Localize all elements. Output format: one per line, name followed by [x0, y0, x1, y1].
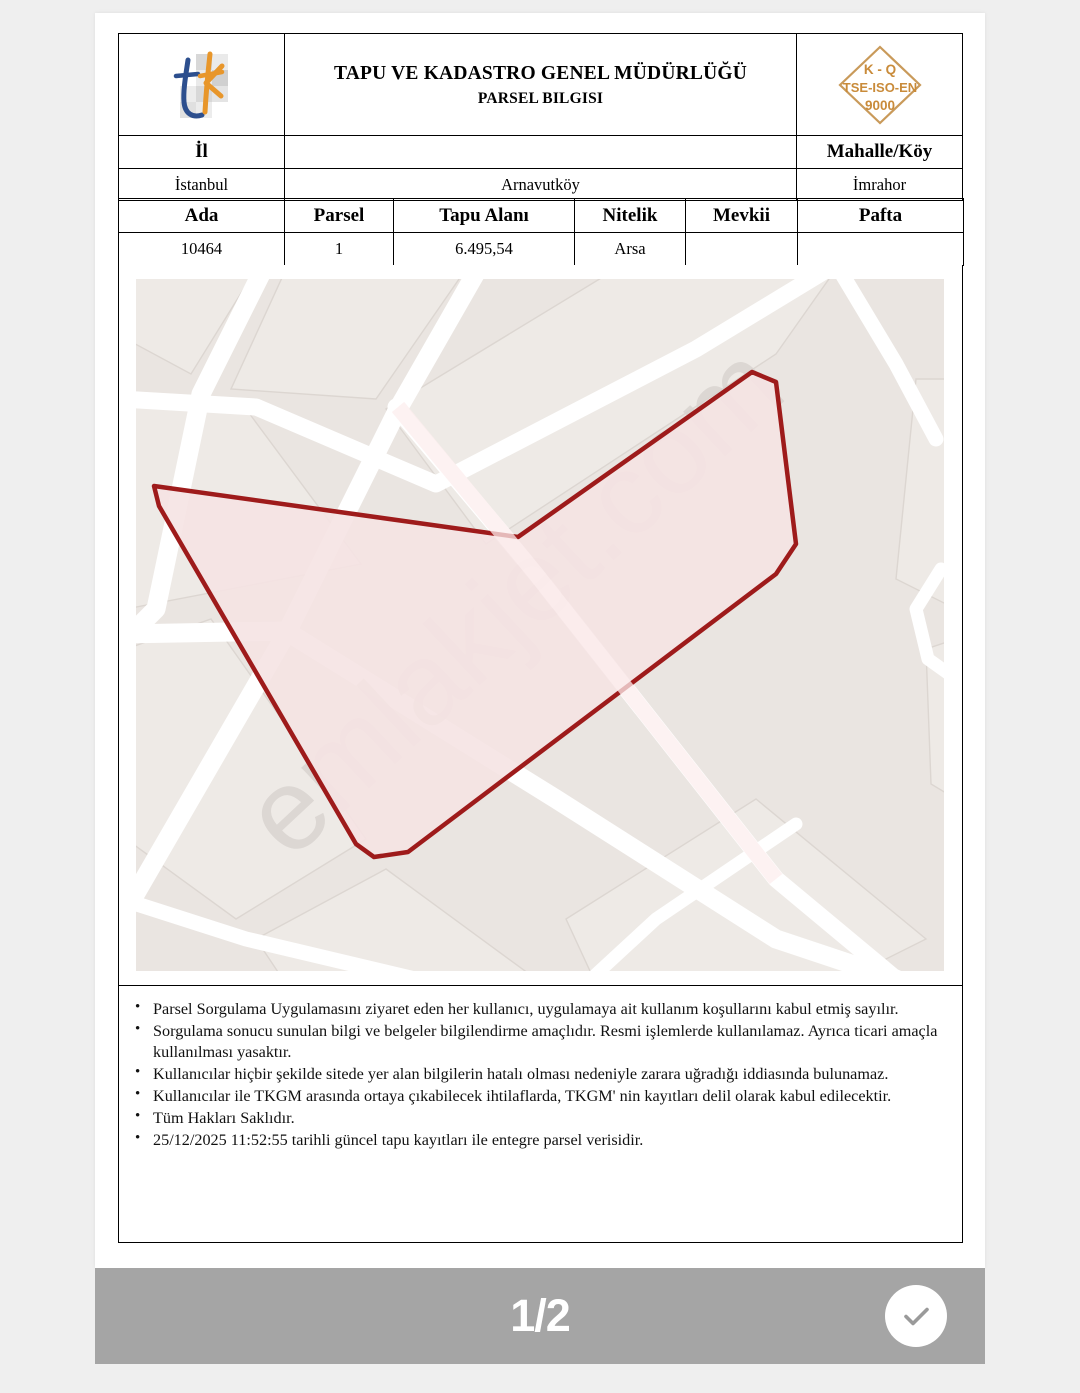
value-ilce: Arnavutköy [285, 169, 797, 201]
value-mahalle-koy: İmrahor [797, 169, 963, 201]
disclaimer-notes [118, 985, 963, 1243]
notes-list [119, 986, 962, 1151]
parcel-map-container[interactable] [118, 265, 963, 985]
label-il: İl [119, 136, 285, 169]
confirm-button[interactable] [885, 1285, 947, 1347]
parcel-info-table [118, 33, 963, 201]
header-tapu-alani: Tapu Alanı [394, 199, 575, 233]
value-ada: 10464 [119, 233, 285, 266]
value-mevkii [686, 233, 798, 266]
tse-certification-cell [797, 34, 963, 136]
note-item: • Kullanıcılar hiçbir şekilde sitede yer alan bilgilerin hatalı olması nedeniyle zarara uğradığı iddiasında bulunamaz. [153, 1064, 948, 1085]
header-mevkii: Mevkii [686, 199, 798, 233]
document-title: TAPU VE KADASTRO GENEL MÜDÜRLÜĞÜ [333, 63, 748, 85]
note-item: • Sorgulama sonucu sunulan bilgi ve belgeler bilgilendirme amaçlıdır. Resmi işlemlerde kullanılamaz. Ayrıca ticari amaçla kullanılması yasaktır. [153, 1021, 948, 1063]
parcel-value-row [119, 233, 964, 266]
tse-iso-certification-icon [834, 41, 926, 129]
document-page [95, 13, 985, 1268]
label-blank [285, 136, 797, 169]
document-header-row [119, 34, 963, 136]
value-pafta [798, 233, 964, 266]
tk-logo-cell [119, 34, 285, 136]
value-nitelik: Arsa [575, 233, 686, 266]
check-icon [896, 1296, 936, 1336]
document-subtitle: PARSEL BILGISI [477, 89, 604, 107]
label-mahalle-koy: Mahalle/Köy [797, 136, 963, 169]
tse-line-2: TSE-ISO-EN [842, 79, 917, 95]
document-title-cell [285, 34, 797, 136]
parcel-header-row [119, 199, 964, 233]
header-ada: Ada [119, 199, 285, 233]
value-il: İstanbul [119, 169, 285, 201]
value-tapu-alani: 6.495,54 [394, 233, 575, 266]
location-label-row [119, 136, 963, 169]
parcel-detail-table [118, 198, 964, 266]
value-parsel: 1 [285, 233, 394, 266]
parcel-map[interactable] [136, 279, 944, 971]
map-canvas[interactable] [136, 279, 944, 971]
tse-line-1: K - Q [863, 61, 896, 77]
note-item: • 25/12/2025 11:52:55 tarihli güncel tapu kayıtları ile entegre parsel verisidir. [153, 1130, 948, 1151]
header-pafta: Pafta [798, 199, 964, 233]
location-value-row [119, 169, 963, 201]
header-nitelik: Nitelik [575, 199, 686, 233]
page-indicator: 1/2 [510, 1290, 570, 1341]
note-item: • Tüm Hakları Saklıdır. [153, 1108, 948, 1129]
note-item: • Kullanıcılar ile TKGM arasında ortaya çıkabilecek ihtilaflarda, TKGM' nin kayıtları delil olarak kabul edilecektir. [153, 1086, 948, 1107]
note-item: • Parsel Sorgulama Uygulamasını ziyaret eden her kullanıcı, uygulamaya ait kullanım koşullarını kabul etmiş sayılır. [153, 999, 948, 1020]
tk-logo [166, 46, 238, 124]
viewer-bottom-bar [95, 1268, 985, 1364]
header-parsel: Parsel [285, 199, 394, 233]
tse-line-3: 9000 [864, 97, 895, 113]
